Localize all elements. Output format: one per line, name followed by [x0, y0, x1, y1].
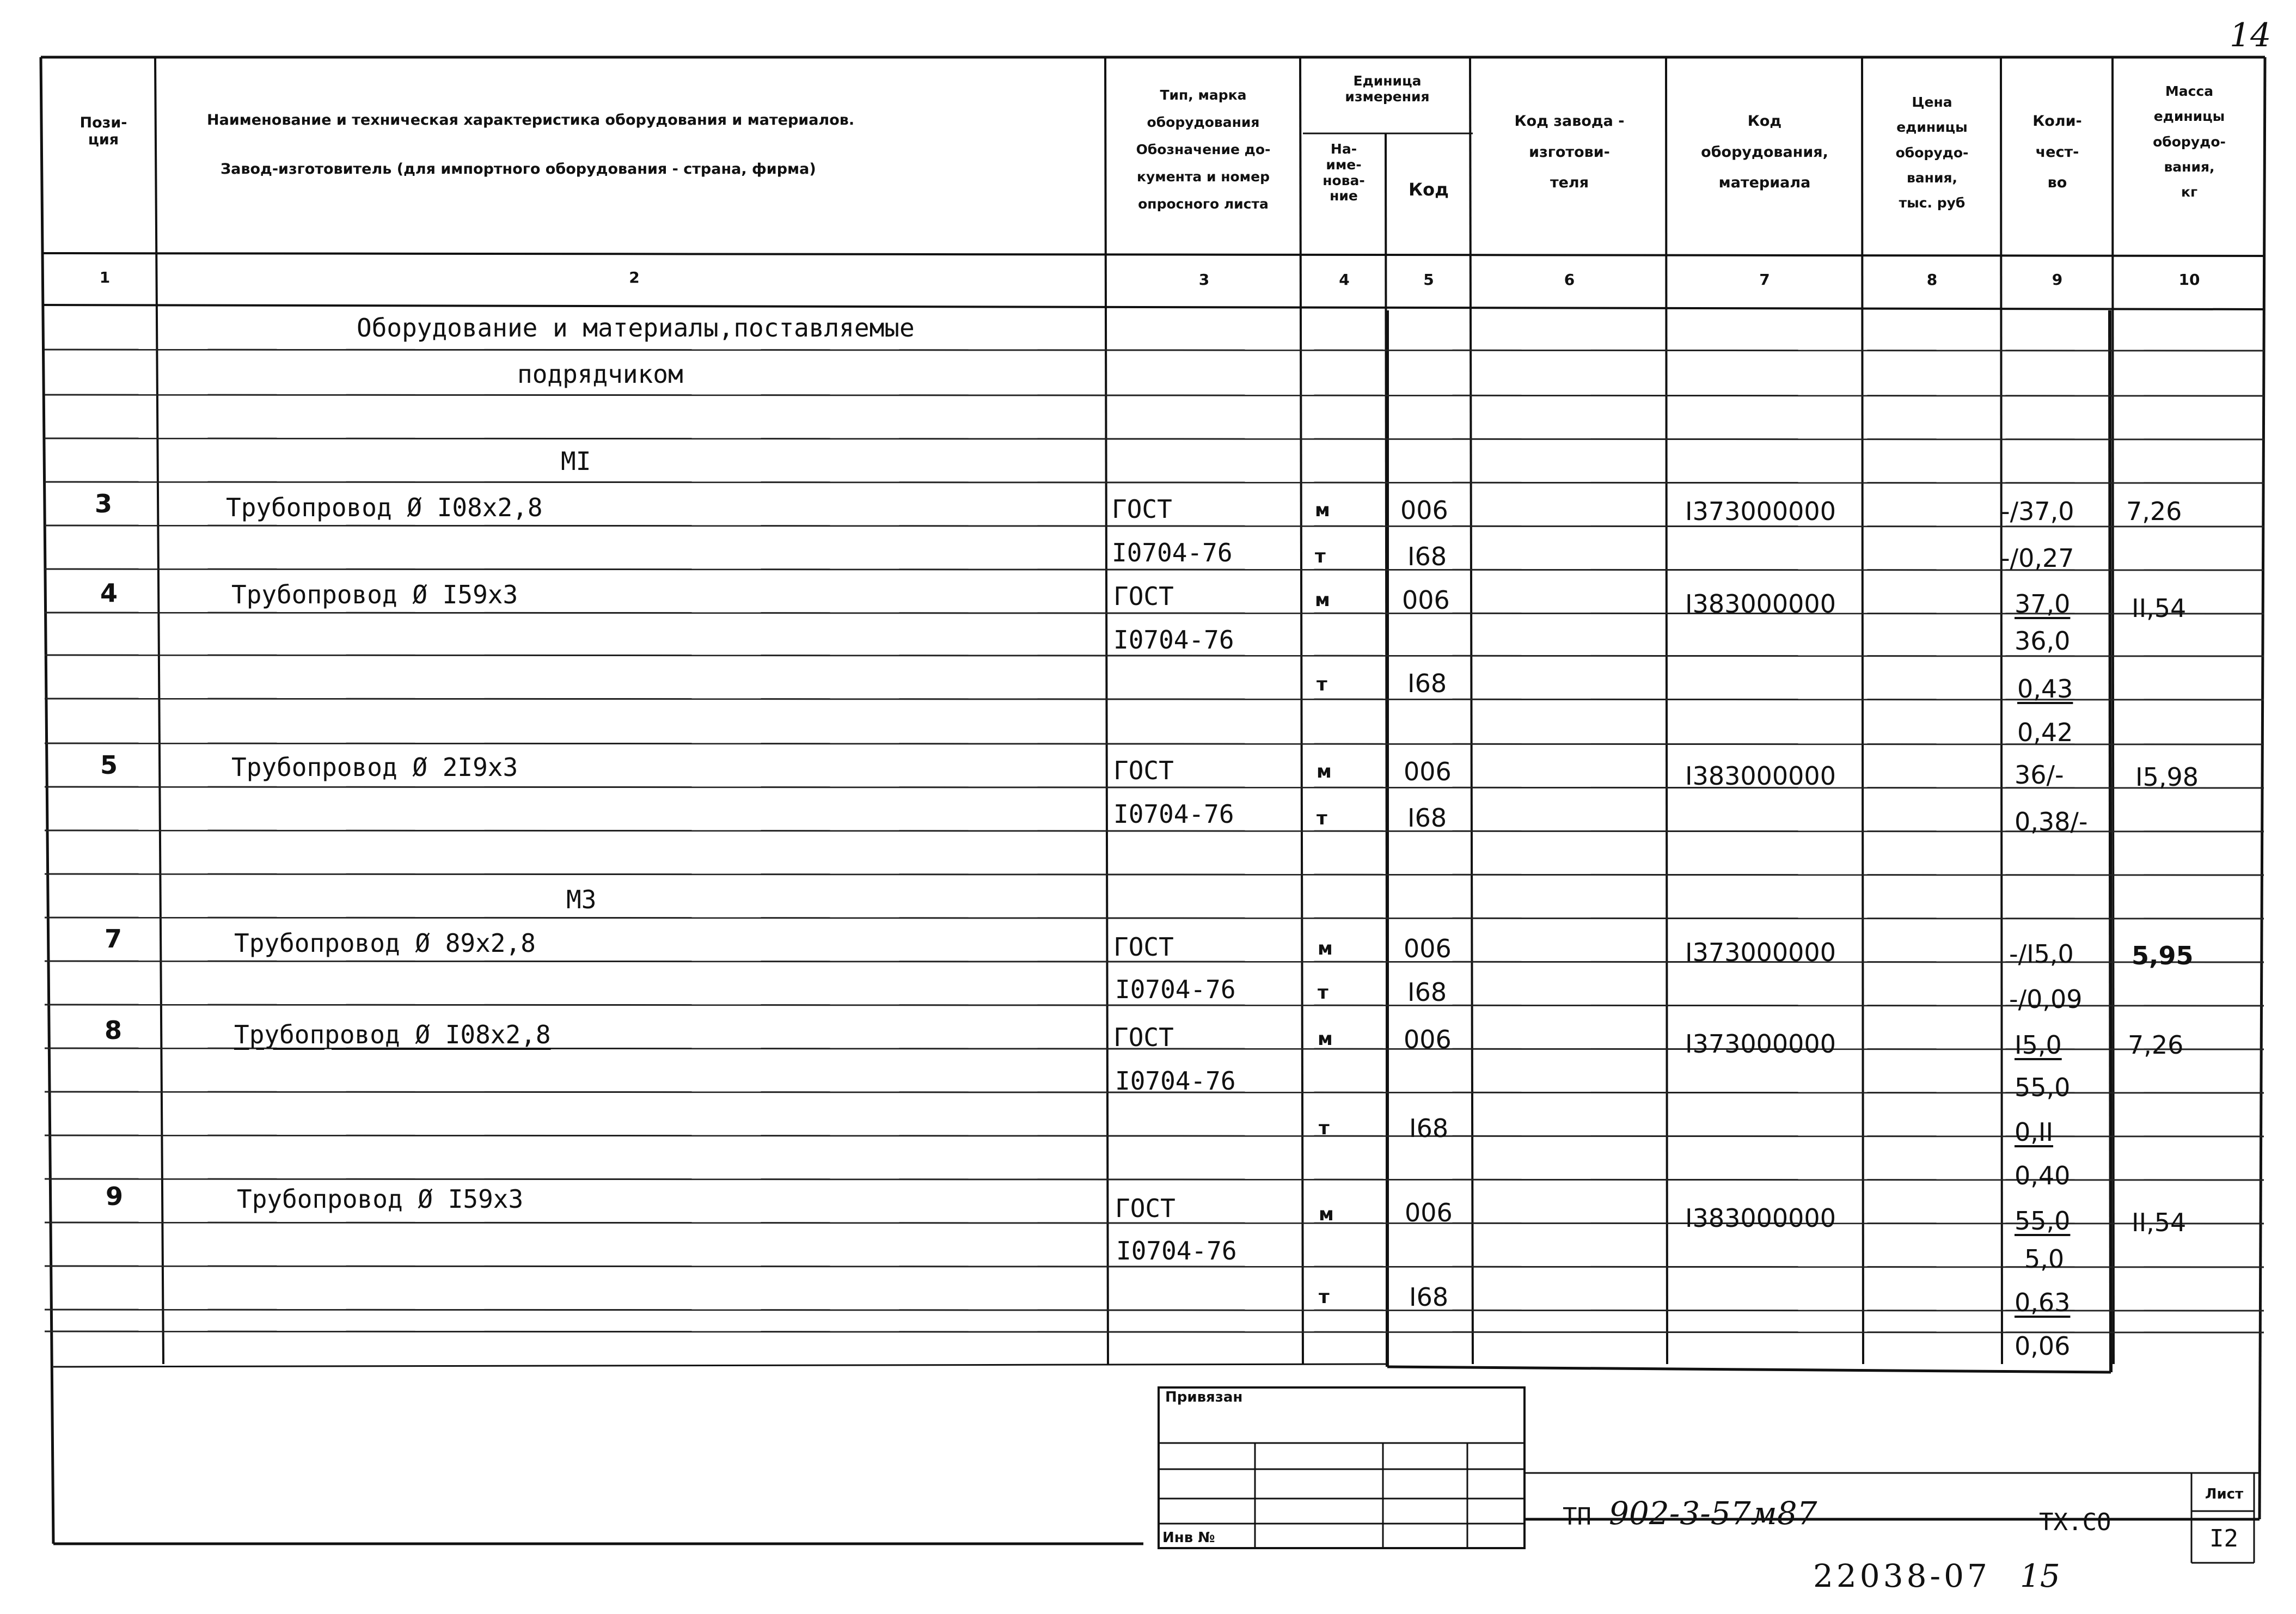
col-number-4: 4	[1339, 271, 1350, 289]
header-name-line1: Наименование и техническая характеристика оборудования и материалов.	[207, 112, 855, 129]
row-unit-code-meter: 006	[1404, 757, 1452, 786]
header-factory-code: Код завода - изготови- теля	[1514, 113, 1625, 192]
row-material-code: I373000000	[1685, 938, 1836, 967]
row-unit-meter: м	[1319, 1203, 1334, 1225]
row-mass: 5,95	[2132, 941, 2194, 970]
row-doc-number: I0704-76	[1115, 1066, 1236, 1096]
stamp-sheet-label: Лист	[2205, 1486, 2244, 1502]
row-unit-code-ton: I68	[1407, 669, 1447, 698]
row-unit-ton: т	[1318, 982, 1328, 1004]
row-quantity: -/0,09	[2009, 985, 2083, 1014]
row-name: Трубопровод Ø I08x2,8	[226, 493, 543, 522]
row-unit-code-ton: I68	[1409, 1282, 1449, 1312]
row-material-code: I383000000	[1685, 761, 1836, 791]
row-mass: II,54	[2132, 1208, 2187, 1237]
row-mass: I5,98	[2135, 762, 2199, 792]
archive-number: 22038-07	[1813, 1557, 1991, 1594]
row-quantity: 36/-	[2015, 760, 2064, 790]
col-number-3: 3	[1198, 271, 1210, 289]
header-price: Цена единицы оборудо- вания, тыс. руб	[1895, 94, 1969, 211]
row-mass: 7,26	[2126, 497, 2182, 526]
row-unit-code-meter: 006	[1402, 585, 1450, 615]
row-quantity: 0,40	[2015, 1161, 2071, 1190]
row-doc-standard: ГОСТ	[1112, 494, 1172, 524]
stamp-doc-code: ТХ.СО	[2039, 1508, 2111, 1536]
section-title-line1: Оборудование и материалы,поставляемые	[357, 313, 915, 343]
row-doc-number: I0704-76	[1115, 975, 1236, 1004]
header-unit-group: Единица измерения	[1345, 73, 1430, 105]
row-material-code: I383000000	[1685, 589, 1836, 619]
header-material-code: Код оборудования, материала	[1701, 113, 1828, 192]
col-number-5: 5	[1423, 271, 1434, 289]
row-quantity: 36,0	[2015, 626, 2071, 656]
row-quantity: -/0,27	[2001, 543, 2074, 573]
row-unit-code-ton: I68	[1407, 803, 1447, 833]
row-unit-ton: т	[1315, 546, 1326, 567]
header-type-doc: Тип, марка оборудования Обозначение до- кумента и номер опросного листа	[1136, 87, 1271, 212]
row-name: Трубопровод Ø 2I9x3	[231, 753, 518, 782]
stamp-doc-prefix: ТП	[1563, 1503, 1591, 1531]
row-quantity: -/37,0	[2001, 497, 2074, 526]
col-number-1: 1	[99, 268, 111, 286]
row-unit-meter: м	[1317, 761, 1332, 782]
row-quantity: 55,0	[2015, 1073, 2071, 1102]
row-doc-standard: ГОСТ	[1113, 932, 1174, 962]
stamp-sheet-number: I2	[2209, 1525, 2238, 1552]
stamp-linked-label: Привязан	[1165, 1389, 1243, 1405]
row-material-code: I373000000	[1685, 497, 1836, 526]
row-unit-meter: м	[1315, 499, 1330, 521]
row-unit-ton: т	[1319, 1117, 1330, 1139]
archive-number-suffix: 15	[2020, 1557, 2060, 1594]
col-number-7: 7	[1759, 271, 1770, 289]
row-position: 4	[100, 578, 118, 608]
row-quantity: 0,63	[2015, 1288, 2071, 1317]
page-number: 14	[2230, 16, 2271, 54]
row-unit-code-meter: 006	[1404, 1025, 1452, 1054]
subsection-m1: МI	[561, 447, 591, 476]
row-quantity: 0,43	[2017, 674, 2073, 704]
row-position: 3	[94, 489, 112, 518]
subsection-m3: М3	[566, 885, 597, 914]
row-quantity: -/I5,0	[2009, 939, 2074, 969]
row-doc-number: I0704-76	[1113, 799, 1234, 829]
row-material-code: I383000000	[1685, 1203, 1836, 1233]
row-unit-code-ton: I68	[1409, 1114, 1449, 1143]
row-unit-code-meter: 006	[1400, 496, 1448, 525]
row-unit-ton: т	[1317, 674, 1327, 695]
col-number-9: 9	[2052, 271, 2063, 289]
row-position: 7	[104, 924, 122, 953]
row-doc-standard: ГОСТ	[1113, 756, 1174, 785]
row-position: 5	[100, 750, 118, 780]
row-unit-meter: м	[1318, 938, 1333, 959]
row-mass: II,54	[2132, 594, 2187, 623]
header-quantity: Коли- чест- во	[2032, 113, 2082, 192]
header-mass: Масса единицы оборудо- вания, кг	[2153, 83, 2226, 200]
row-quantity: 55,0	[2015, 1206, 2071, 1236]
section-title-line2: подрядчиком	[517, 359, 683, 389]
row-name: Трубопровод Ø I59x3	[237, 1184, 524, 1214]
row-quantity: 0,42	[2017, 718, 2073, 747]
col-number-8: 8	[1926, 271, 1938, 289]
row-name: Трубопровод Ø 89x2,8	[234, 928, 536, 958]
row-doc-standard: ГОСТ	[1113, 1023, 1174, 1052]
stamp-inventory-label: Инв №	[1162, 1530, 1215, 1546]
col-number-10: 10	[2178, 271, 2200, 289]
row-unit-meter: м	[1315, 589, 1330, 611]
row-unit-ton: т	[1319, 1286, 1330, 1308]
header-unit-code: Код	[1409, 179, 1449, 200]
row-unit-code-meter: 006	[1405, 1198, 1453, 1227]
row-position: 9	[105, 1182, 123, 1211]
row-mass: 7,26	[2128, 1030, 2184, 1060]
row-name: Трубопровод Ø I59x3	[231, 580, 518, 609]
col-number-6: 6	[1564, 271, 1575, 289]
row-quantity: 0,38/-	[2015, 807, 2088, 836]
row-unit-meter: м	[1318, 1028, 1333, 1050]
header-position: Пози- ция	[79, 114, 127, 149]
row-doc-number: I0704-76	[1113, 625, 1234, 655]
row-unit-code-ton: I68	[1407, 977, 1447, 1007]
row-quantity: I5,0	[2015, 1030, 2062, 1060]
row-unit-ton: т	[1317, 808, 1327, 829]
col-number-2: 2	[629, 268, 640, 286]
row-doc-standard: ГОСТ	[1113, 582, 1174, 611]
row-quantity: 0,06	[2015, 1331, 2071, 1361]
row-quantity: 5,0	[2024, 1244, 2065, 1274]
row-material-code: I373000000	[1685, 1029, 1836, 1059]
row-doc-number: I0704-76	[1112, 538, 1233, 567]
row-quantity: 0,II	[2015, 1117, 2054, 1147]
header-name-line2: Завод-изготовитель (для импортного оборудования - страна, фирма)	[221, 161, 816, 178]
row-name: Трубопровод Ø I08x2,8	[234, 1020, 551, 1049]
stamp-doc-designation: 902-3-57м87	[1609, 1495, 1817, 1532]
row-quantity: 37,0	[2015, 589, 2071, 619]
row-doc-standard: ГОСТ	[1115, 1194, 1175, 1223]
row-unit-code-ton: I68	[1407, 542, 1447, 571]
header-unit-name: На- име- нова- ние	[1323, 141, 1365, 204]
row-doc-number: I0704-76	[1116, 1236, 1237, 1265]
row-unit-code-meter: 006	[1404, 934, 1452, 963]
row-position: 8	[104, 1016, 122, 1045]
